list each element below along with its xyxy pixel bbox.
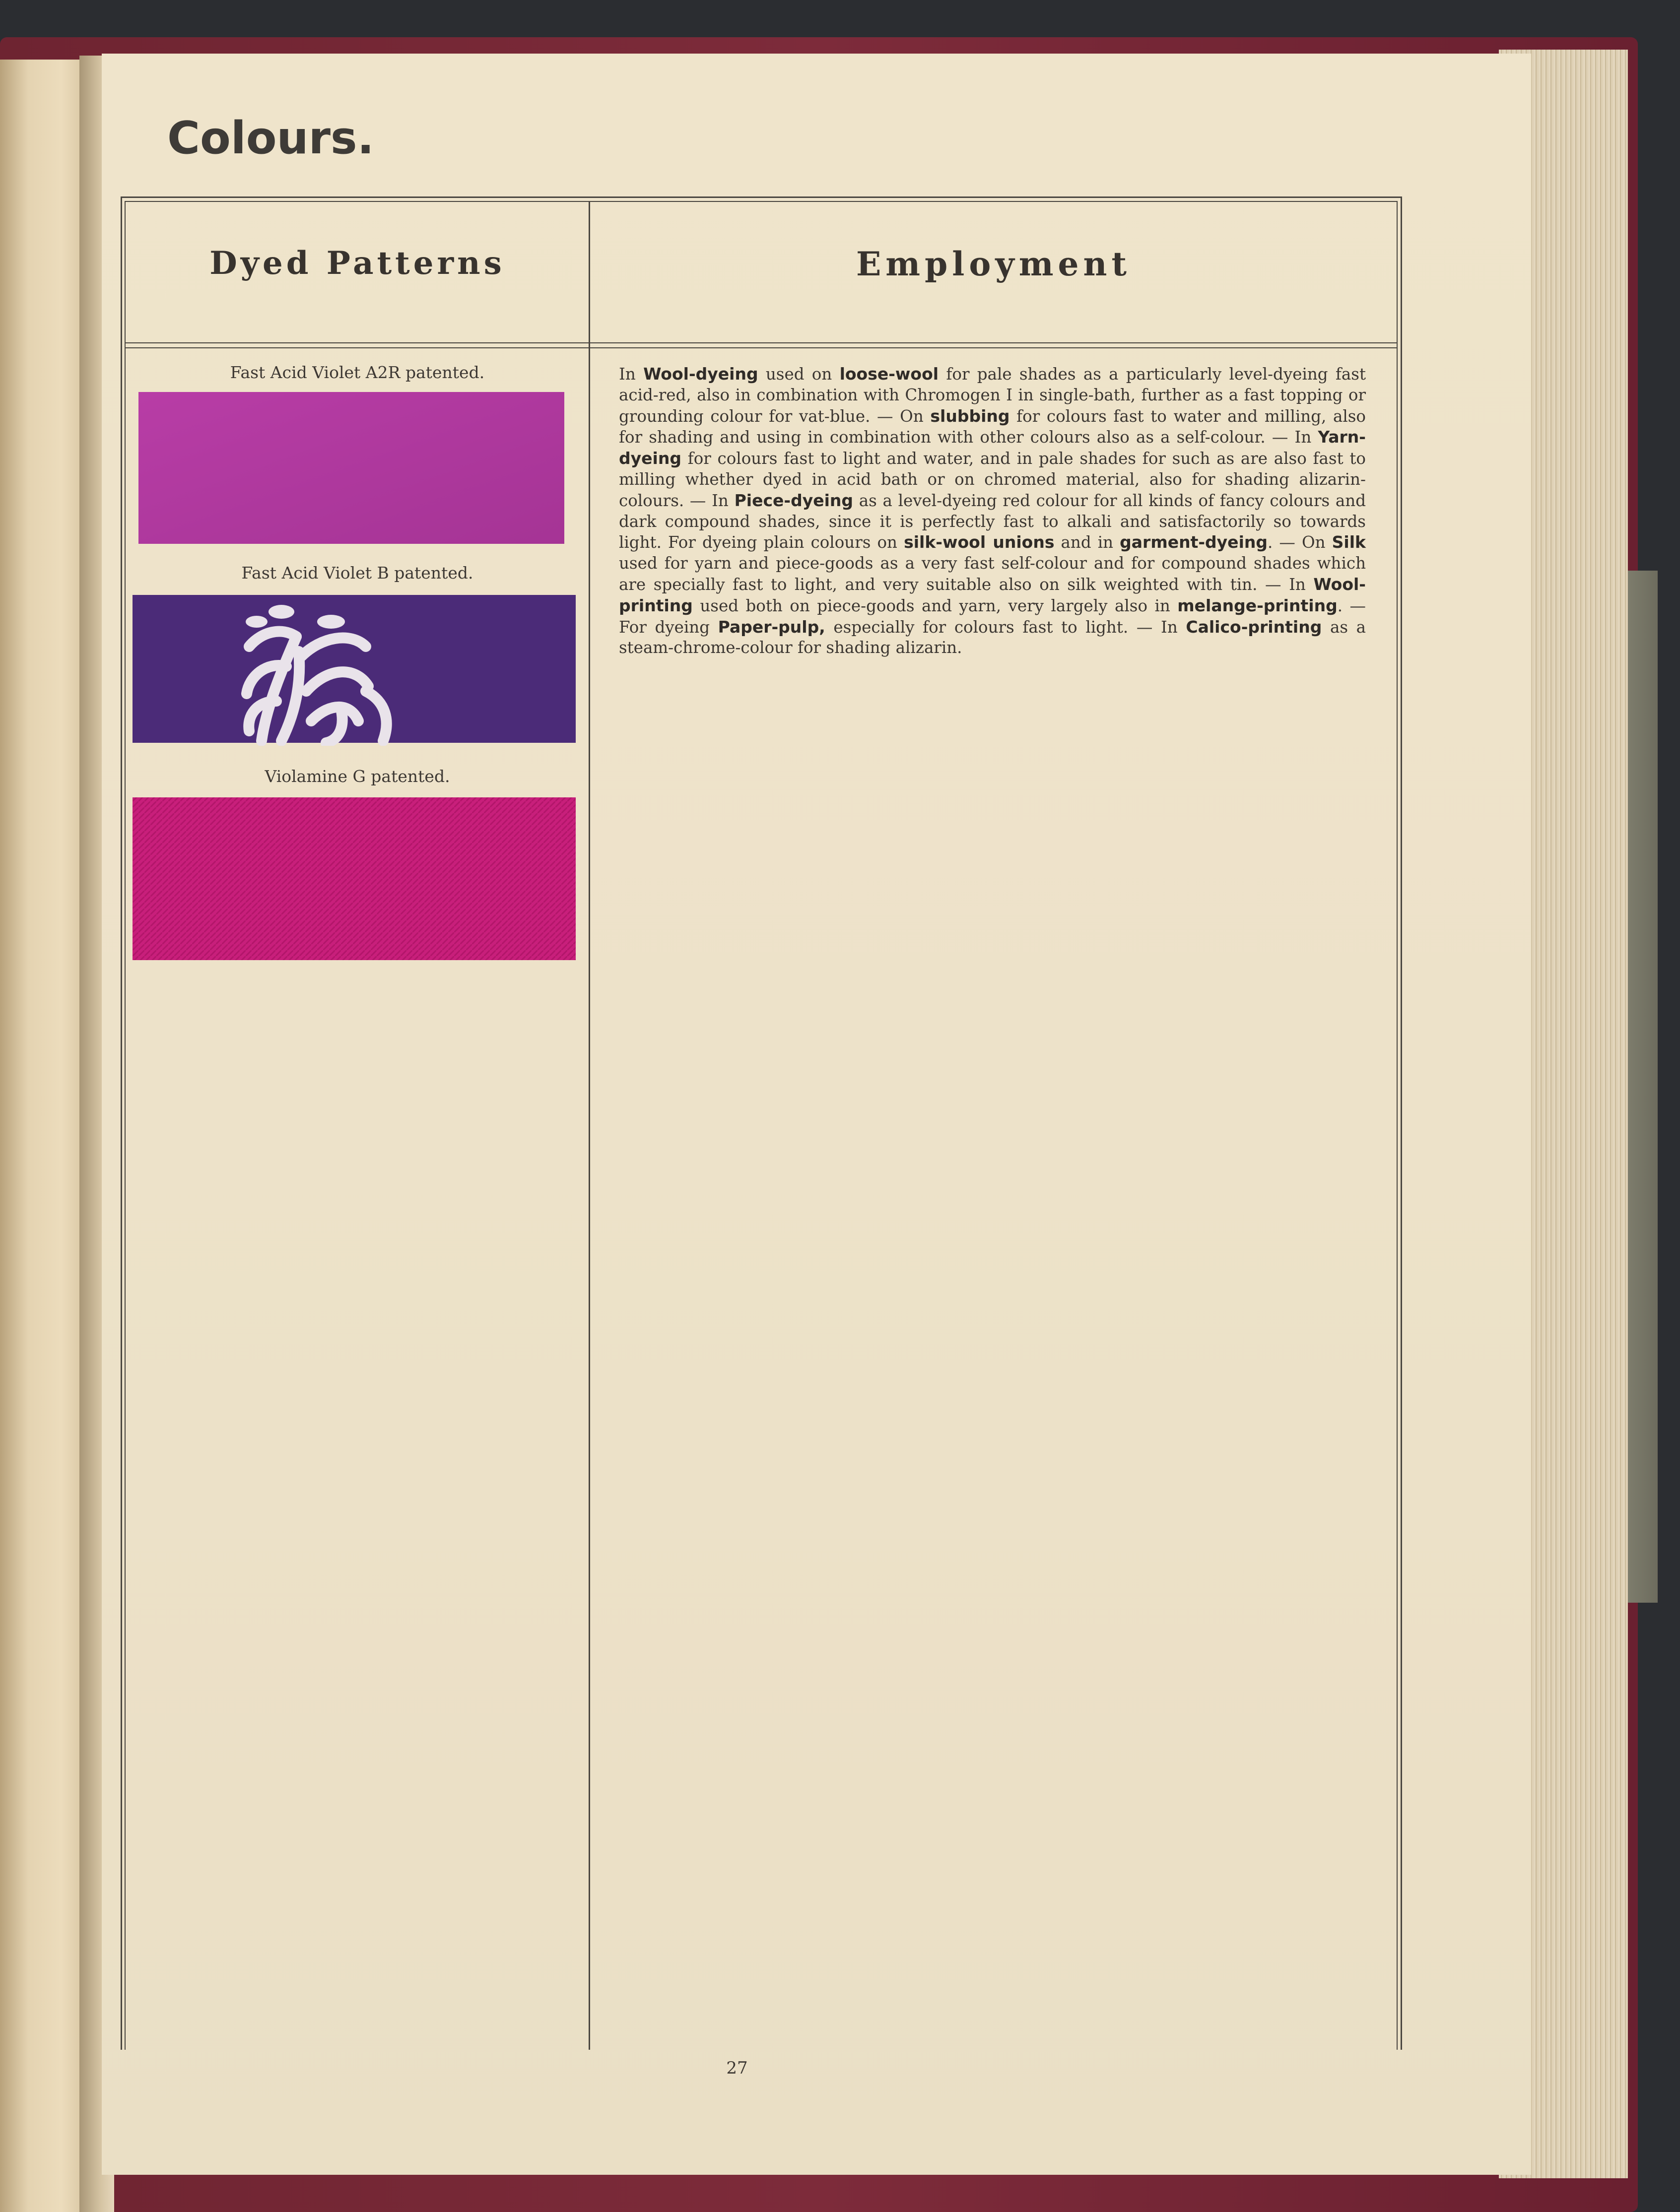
table-left-rule: [121, 196, 122, 2050]
fabric-swatch-fast-acid-violet-a2r: [137, 391, 565, 545]
fabric-swatch-fast-acid-violet-b: [133, 592, 576, 746]
employment-text: In Wool-dyeing used on loose-wool for pale shades as a particularly level-dyeing fast acid-red, also in combination with Chromogen I in single-bath, further as a fast topping or grounding colour for vat-blue. — On slubbing for colours fast to water and milling, also for shading and using in combination with other colours also as a self-colour. — In Yarn-dyeing for colours fast to light and water, and in pale shades for such as are also fast to milling whether dyed in acid bath or on chromed material, also for shading alizarin-colours. — In Piece-dyeing as a level-dyeing red colour for all kinds of fancy colours and dark compound shades, since it is perfectly fast to alkali and satisfactorily so towards light. For dyeing plain colours on silk-wool unions and in garment-dyeing. — On Silk used for yarn and piece-goods as a very fast self-colour and for compound shades which are specially fast to light, and very suitable also on silk weighted with tin. — In Wool-printing used both on piece-goods and yarn, very largely also in melange-printing. — For dyeing Paper-pulp, especially for colours fast to light. — In Calico-printing as a steam-chrome-colour for shading alizarin.: [619, 364, 1366, 657]
fabric-swatch-violamine-g: [133, 795, 576, 962]
page-heading: Colours.: [167, 112, 374, 164]
pattern-label-fast-acid-violet-a2r: Fast Acid Violet A2R patented.: [230, 363, 485, 382]
table-top-rule-inner: [125, 201, 1397, 202]
column-header-employment: Employment: [856, 245, 1132, 283]
table-left-rule-inner: [125, 201, 126, 2050]
header-bottom-rule-inner: [125, 347, 1397, 348]
table-right-rule-inner: [1397, 201, 1398, 2050]
pattern-label-violamine-g: Violamine G patented.: [265, 767, 450, 786]
pattern-label-fast-acid-violet-b: Fast Acid Violet B patented.: [241, 563, 473, 583]
table-right-rule: [1401, 196, 1402, 2050]
column-divider-rule: [589, 201, 590, 2050]
header-bottom-rule: [125, 342, 1397, 343]
book-page: [102, 54, 1531, 2175]
column-header-dyed-patterns: Dyed Patterns: [209, 245, 505, 282]
table-top-rule: [121, 196, 1401, 198]
page-number: 27: [726, 2058, 748, 2078]
